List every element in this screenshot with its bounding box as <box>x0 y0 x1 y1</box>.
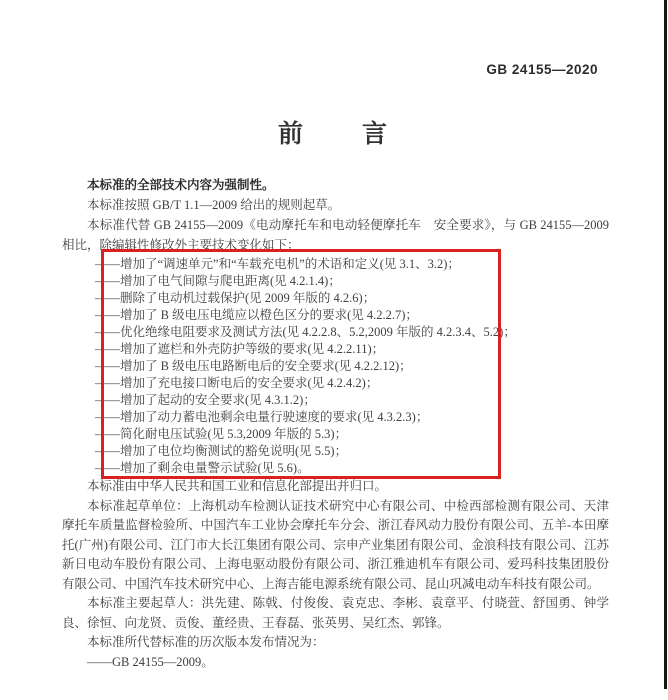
page-title: 前 言 <box>277 121 390 148</box>
paragraph-history-intro: 本标准所代替标准的历次版本发布情况为： <box>87 635 325 649</box>
change-item: ——增加了电位均衡测试的豁免说明(见 5.5)； <box>95 444 348 458</box>
change-item: ——删除了电动机过载保护(见 2009 年版的 4.2.6)； <box>95 291 376 305</box>
paragraph-mandatory-note: 本标准的全部技术内容为强制性。 <box>87 178 275 192</box>
paragraph-drafting-rules: 本标准按照 GB/T 1.1—2009 给出的规则起草。 <box>87 198 341 212</box>
paragraph-drafters: 本标准主要起草人：洪先建、陈戟、付俊俊、袁克忠、李彬、袁章平、付晓萱、舒国勇、钟学良、徐恒、向龙贤、贡俊、董经贵、王春磊、张英男、吴红杰、郭锋。 <box>62 596 609 630</box>
change-item: ——增加了动力蓄电池剩余电量行驶速度的要求(见 4.3.2.3)； <box>95 410 429 424</box>
doc-number: GB 24155—2020 <box>486 62 598 77</box>
page-scan-edge <box>664 0 667 689</box>
paragraph-drafting-orgs: 本标准起草单位：上海机动车检测认证技术研究中心有限公司、中检西部检测有限公司、天津摩托车质量监督检验所、中国汽车工业协会摩托车分会、浙江春风动力股份有限公司、五羊-本田摩托(广州)有限公司、江门市大长江集团有限公司、宗申产业集团有限公司、金浪科技有限公司、江苏新日电动车股份有限公司、上海电驱动股份有限公司、浙江雅迪机车有限公司、爱玛科技集团股份有限公司、中国汽车技术研究中心、上海吉能电源系统有限公司、昆山巩减电动车科技有限公司。 <box>62 498 609 591</box>
change-item: ——增加了“调速单元”和“车载充电机”的术语和定义(见 3.1、3.2)； <box>95 257 460 271</box>
change-item: ——优化绝缘电阻要求及测试方法(见 4.2.2.8、5.2,2009 年版的 4.2.3.4、5.2)； <box>95 325 516 339</box>
paragraph-replaces: 本标准代替 GB 24155—2009《电动摩托车和电动轻便摩托车 安全要求》，与 GB 24155—2009 相比，除编辑性修改外主要技术变化如下： <box>62 218 609 252</box>
foreword-tail <box>62 477 609 672</box>
change-item: ——简化耐电压试验(见 5.3,2009 年版的 5.3)； <box>95 427 348 441</box>
paragraph-issued-by: 本标准由中华人民共和国工业和信息化部提出并归口。 <box>87 479 388 493</box>
foreword-content <box>62 175 609 672</box>
change-item: ——增加了遮栏和外壳防护等级的要求(见 4.2.2.11)； <box>95 342 385 356</box>
change-item: ——增加了 B 级电压电缆应以橙色区分的要求(见 4.2.2.7)； <box>95 308 418 322</box>
change-item: ——增加了电气间隙与爬电距离(见 4.2.1.4)； <box>95 274 341 288</box>
change-item: ——增加了剩余电量警示试验(见 5.6)。 <box>95 461 310 475</box>
change-item: ——增加了起动的安全要求(见 4.3.1.2)； <box>95 393 316 407</box>
change-item: ——增加了充电接口断电后的安全要求(见 4.2.4.2)； <box>95 376 379 390</box>
changes-list <box>95 256 609 477</box>
change-item: ——增加了 B 级电压电路断电后的安全要求(见 4.2.2.12)； <box>95 359 412 373</box>
paragraph-history-item: ——GB 24155—2009。 <box>87 654 214 669</box>
